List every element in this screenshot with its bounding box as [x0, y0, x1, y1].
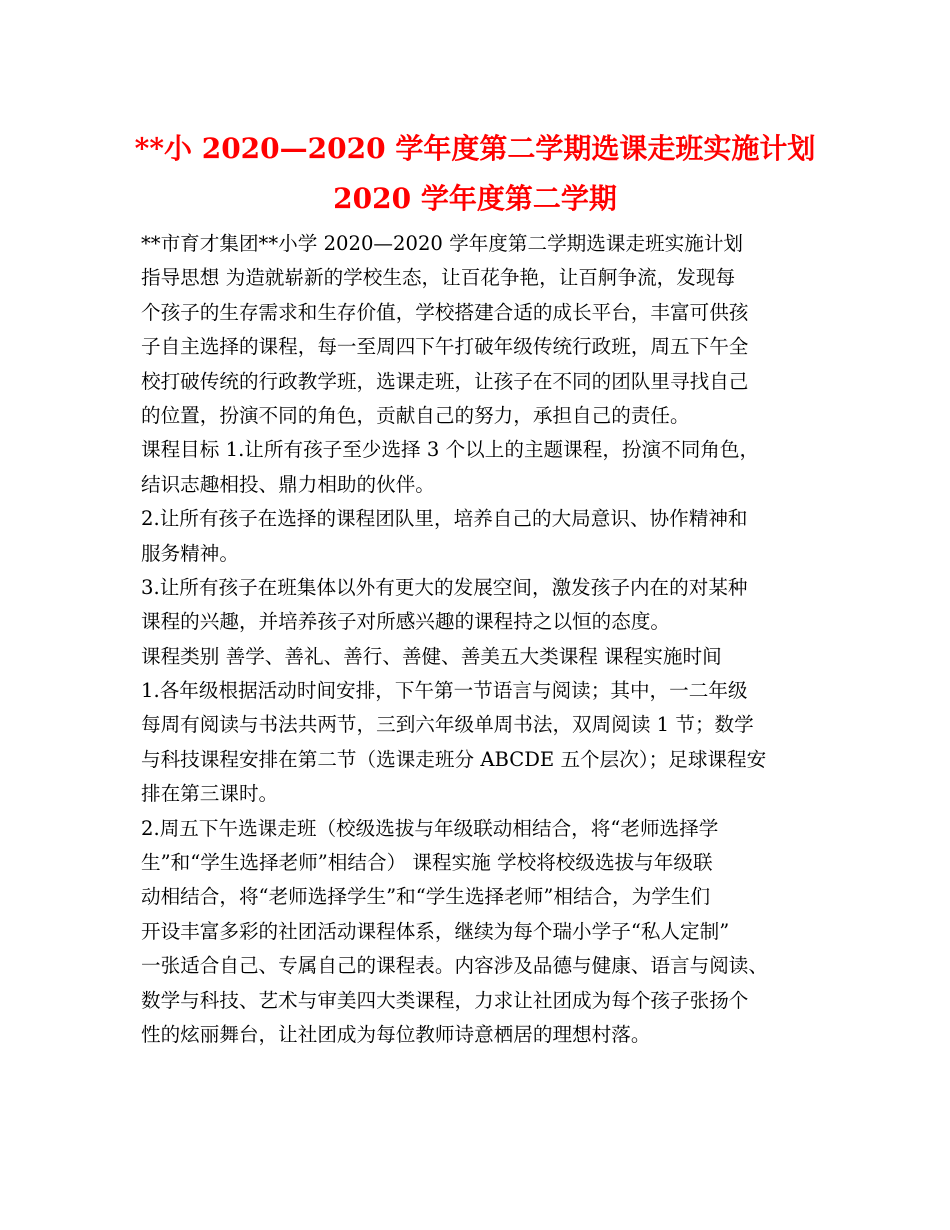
body-line: 课程的兴趣，并培养孩子对所感兴趣的课程持之以恒的态度。	[141, 610, 671, 634]
body-line: **市育才集团**小学 2020—2020 学年度第二学期选课走班实施计划	[141, 232, 744, 255]
body-line: 课程目标 1.让所有孩子至少选择 3 个以上的主题课程，扮演不同角色，	[141, 438, 760, 462]
body-line: 2.让所有孩子在选择的课程团队里，培养自己的大局意识、协作精神和	[141, 507, 748, 531]
body-line: 服务精神。	[141, 541, 239, 565]
body-line: 数学与科技、艺术与审美四大类课程，力求让社团成为每个孩子张扬个	[141, 988, 749, 1012]
body-line: 每周有阅读与书法共两节，三到六年级单周书法，双周阅读 1 节；数学	[141, 713, 754, 737]
body-line: 1.各年级根据活动时间安排，下午第一节语言与阅读；其中，一二年级	[141, 679, 748, 703]
document-body	[141, 227, 817, 1052]
body-line: 与科技课程安排在第二节（选课走班分 ABCDE 五个层次）；足球课程安	[141, 747, 767, 771]
body-line: 课程类别 善学、善礼、善行、善健、善美五大类课程 课程实施时间	[141, 644, 722, 668]
body-line: 开设丰富多彩的社团活动课程体系，继续为每个瑞小学子“私人定制”	[141, 919, 730, 943]
body-line: 结识志趣相投、鼎力相助的伙伴。	[141, 472, 435, 496]
body-line: 校打破传统的行政教学班，选课走班，让孩子在不同的团队里寻找自己	[141, 369, 749, 393]
body-line: 2.周五下午选课走班（校级选拔与年级联动相结合，将“老师选择学	[141, 816, 719, 840]
body-line: 一张适合自己、专属自己的课程表。内容涉及品德与健康、语言与阅读、	[141, 954, 768, 978]
title-block	[0, 124, 950, 224]
body-line: 的位置，扮演不同的角色，贡献自己的努力，承担自己的责任。	[141, 403, 690, 427]
body-line: 子自主选择的课程，每一至周四下午打破年级传统行政班，周五下午全	[141, 335, 749, 359]
body-line: 性的炫丽舞台，让社团成为每位教师诗意栖居的理想村落。	[141, 1022, 651, 1046]
body-line: 动相结合，将“老师选择学生”和“学生选择老师”相结合，为学生们	[141, 885, 711, 909]
body-line: 排在第三课时。	[141, 782, 279, 806]
document-title: **小 2020—2020 学年度第二学期选课走班实施计划	[134, 132, 816, 165]
document-subtitle: 2020 学年度第二学期	[333, 182, 617, 215]
body-line: 生”和“学生选择老师”相结合） 课程实施 学校将校级选拔与年级联	[141, 851, 713, 875]
body-line: 3.让所有孩子在班集体以外有更大的发展空间，激发孩子内在的对某种	[141, 575, 748, 599]
body-line: 指导思想 为造就崭新的学校生态，让百花争艳，让百舸争流，发现每	[141, 266, 736, 290]
body-line: 个孩子的生存需求和生存价值，学校搭建合适的成长平台，丰富可供孩	[141, 300, 749, 324]
